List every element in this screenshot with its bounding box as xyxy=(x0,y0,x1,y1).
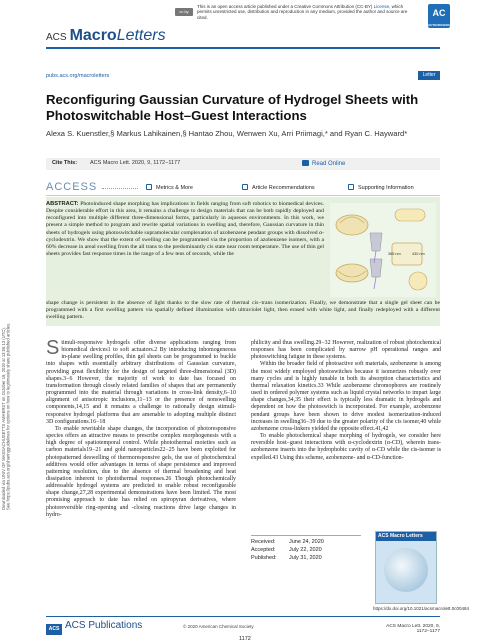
download-sidebar xyxy=(2,180,10,510)
supporting-info-label: Supporting Information xyxy=(358,185,414,191)
toc-graphic xyxy=(330,203,436,297)
recommendations-icon xyxy=(242,184,248,190)
toc-label-365: 365 nm xyxy=(388,252,401,256)
license-link[interactable]: License xyxy=(373,4,390,9)
article-type-badge: Letter xyxy=(418,71,440,80)
abstract-box xyxy=(46,197,440,326)
cite-label: Cite This: xyxy=(52,160,78,166)
download-notice: Downloaded via UNIV OF MASSACHUSETTS AMHERST on October 19, 2020 at 13:56:13 (UTC). xyxy=(1,327,6,510)
author-list[interactable]: Alexa S. Kuenstler,§ Markus Lahikainen,§ Hantao Zhou, Wenwen Xu, Arri Priimagi,* and Ryan C. Hayward* xyxy=(46,129,408,138)
abstract-body: Photoinduced shape morphing has implications in fields ranging from soft robotics to biomedical devices. Despite considerable effort in this area, it remains a challenge to design materials that can be both rapidly deployed and reconfigured into multiple different three-dimensional forms, particularly in aqueous environments. In this work, we present a simple method to program and rewrite spatial variations in swelling and, therefore, Gaussian curvature in thin sheets of hydrogels using photoswitchable supramolecular complexation of azobenzene pendant groups with dissolved α-cyclodextrin. We show that the extent of swelling can be programmed via the proportion of azobenzene isomers, with a 60% decrease in areal swelling from the all trans to the predominantly cis state near room temperature. The use of thin gel sheets provides fast response times in the range of a few tens of seconds, while the xyxy=(46,201,324,257)
metrics-icon xyxy=(146,184,152,190)
cover-header-text: ACS Macro Letters xyxy=(378,533,423,539)
body-paragraph: Within the broader field of photoactive soft materials, azobenzene is among the most widely employed photoswitches because it isomerizes robustly over many cycles and is highly tunable in both its absorption characteristics and thermal relaxation kinetics.33 While azobenzene chromophores are routinely used in ordered polymer systems such as liquid crystal networks to impart large shape changes,34,35 their effect is typically less dramatic in hydrogels and dependent on how the photoswitch is incorporated. For example, azobenzene pendant groups have been shown to drive modest isomerization-induced increases in swelling36−39 due to the greater polarity of the cis isomer,40 while azobenzene cross-linkers yielded the opposite effect.41,42 xyxy=(251,361,441,432)
cover-image xyxy=(384,548,428,592)
read-online-label: Read Online xyxy=(312,161,346,167)
footer-rule xyxy=(46,616,440,617)
dates-divider xyxy=(251,535,361,536)
page-number: 1172 xyxy=(239,636,251,642)
acs-publications-logo[interactable] xyxy=(46,620,142,635)
author-choice-logo xyxy=(428,4,453,28)
recommendations-link[interactable] xyxy=(242,184,315,191)
body-column-left xyxy=(46,337,236,519)
body-paragraph: To enable photochemical shape morphing of hydrogels, we consider here reversible host−guest interactions with α-cyclodextrin (α-CD), wherein trans-azobenzene inserts into the hydrophobic cavity of α-CD while the cis-isomer is expelled.43 Using this scheme, azobenzene- and α-CD-function- xyxy=(251,433,441,461)
cite-reference[interactable]: ACS Macro Lett. 2020, 9, 1172−1177 xyxy=(90,160,181,166)
body-column-right xyxy=(251,340,441,462)
access-divider xyxy=(102,188,138,190)
sharing-notice: See https://pubs.acs.org/sharingguidelines for options on how to legitimately share published articles. xyxy=(5,322,11,510)
header-rule xyxy=(46,47,440,49)
supporting-info-icon xyxy=(348,184,354,190)
journal-macro: Macro xyxy=(69,27,117,44)
read-online-link[interactable] xyxy=(302,160,345,167)
open-access-notice xyxy=(197,4,412,20)
ac-logo-text: AC xyxy=(432,8,446,18)
open-notice-text-2: , which permits unrestricted use, distribution and reproduction in any medium, provided the author and source are cited. xyxy=(197,4,408,20)
read-online-icon xyxy=(302,160,309,166)
date-received: Received: June 24, 2020 xyxy=(251,539,324,545)
cite-bar xyxy=(46,158,440,170)
body-paragraph xyxy=(46,337,236,426)
ac-logo-subtext: AUTHORCHOICE xyxy=(428,23,453,27)
body-paragraph: To enable rewritable shape changes, the incorporation of photoresponsive species offers an attractive means to prescribe complex morphogenesis with a high degree of spatiotemporal control. While photothermal moieties such as carbon materials19−21 and gold nanoparticles22−25 have been exploited for photopatterned deswelling of thermoresponsive gels, the use of photochemical additives would offer advantages in terms of shape persistence and improved patterning resolution, due to the absence of thermal broadening and heat dissipation inherent to photothermal responses.26 Though photochemically addressable hydrogel systems are predicted to enable robust reconfigurable shape change,27,28 experimental demonstrations have been limited. The most promising approach to date has relied on spiropyran derivatives, where photoreversible ring-opening and -closing reactions drive large changes in hydro- xyxy=(46,425,236,518)
cc-license-badge[interactable]: cc by xyxy=(175,8,193,16)
footer-citation: ACS Macro Lett. 2020, 9, 1172−1177 xyxy=(386,624,440,634)
copyright-notice: © 2020 American Chemical Society xyxy=(183,624,254,629)
journal-title xyxy=(46,27,166,45)
body-paragraph: philicity and thus swelling.29−32 However, realization of robust photochemical responses has been complicated by narrow pH operational ranges and photoswitching fatigue in these systems. xyxy=(251,340,441,361)
abstract-text xyxy=(46,201,324,258)
date-accepted: Accepted: July 22, 2020 xyxy=(251,547,322,553)
recommendations-label: Article Recommendations xyxy=(252,185,315,191)
supporting-info-link[interactable] xyxy=(348,184,414,191)
doi-link[interactable]: https://dx.doi.org/10.1021/acsmacrolett.0c00484 xyxy=(373,606,470,611)
toc-label-430: 430 nm xyxy=(412,252,425,256)
body-paragraph-text: timuli-responsive hydrogels offer diverse applications ranging from biomedical devices1 to soft actuators.2 By introducing inhomogeneous in-plane swelling profiles, thin gel sheets can be programmed to buckle into shapes with essentially arbitrary distributions of Gaussian curvature, providing great flexibility for the design of targeted three-dimensional (3D) shapes.3−6 However, the majority of work to date has focused on transformation through closely related families of shapes that are permanently programmed into the material through variations in cross-link density,6−10 alignment of anisotropic inclusions,11−13 or the presence of nonswelling components,14,15 and it remains a challenge to rationally design stimuli-responsive hydrogel platforms that are amenable to adopting multiple distinct 3D configurations.16−18 xyxy=(46,340,236,425)
abstract-label: ABSTRACT: xyxy=(46,201,79,207)
metrics-label: Metrics & More xyxy=(156,185,193,191)
abstract-text-continued: shape change is persistent in the absence of light thanks to the slow rate of thermal cis−trans isomerization. Finally, we demonstrate that a single gel sheet can be programmed with a first swelling pattern via spatially defined illumination with ultraviolet light, then erased with white light, and finally redeployed with a different swelling pattern. xyxy=(46,300,440,321)
cover-header xyxy=(376,532,436,541)
article-dates xyxy=(251,538,361,562)
journal-url[interactable]: pubs.acs.org/macroletters xyxy=(46,73,110,79)
acs-logo-icon: ACS xyxy=(46,624,62,635)
access-label: ACCESS xyxy=(46,181,98,193)
drop-cap: S xyxy=(46,337,60,359)
journal-acs: ACS xyxy=(46,32,67,43)
publisher-name: ACS Publications xyxy=(65,620,143,631)
journal-letters: Letters xyxy=(116,27,166,44)
journal-cover-thumbnail[interactable] xyxy=(375,531,437,604)
date-published: Published: July 31, 2020 xyxy=(251,555,322,561)
access-row xyxy=(46,181,440,196)
article-title: Reconfiguring Gaussian Curvature of Hydrogel Sheets with Photoswitchable Host–Guest Interactions xyxy=(46,92,419,123)
metrics-link[interactable] xyxy=(146,184,193,191)
article-citation xyxy=(373,606,470,611)
open-notice-text-1: This is an open access article published under a Creative Commons Attribution (CC-BY) xyxy=(197,4,373,9)
